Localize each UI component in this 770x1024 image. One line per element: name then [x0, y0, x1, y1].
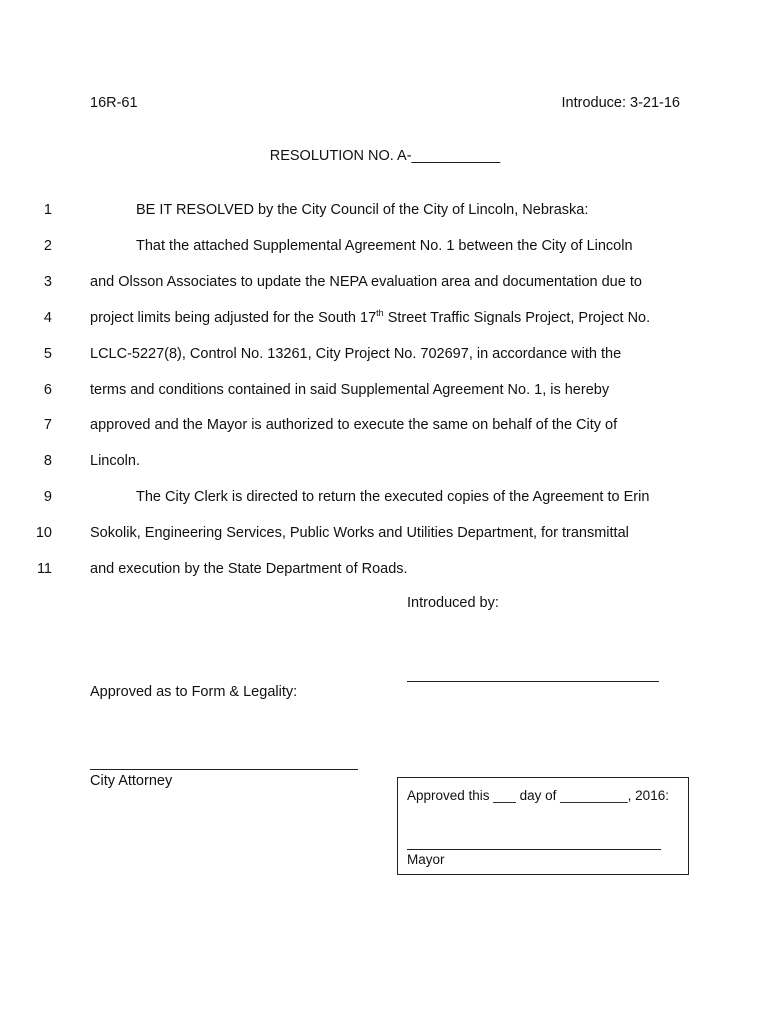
line-text-segment: project limits being adjusted for the South 17	[90, 310, 377, 326]
line-number: 6	[43, 382, 52, 398]
resolution-line-text	[136, 201, 588, 219]
line-text-segment: That the attached Supplemental Agreement No. 1 between the City of Lincoln	[136, 238, 633, 254]
resolution-line-text	[90, 452, 140, 470]
line-number: 3	[43, 274, 52, 290]
resolution-line-text	[90, 381, 609, 399]
line-number: 7	[43, 417, 52, 433]
line-number: 1	[43, 202, 52, 218]
line-text-segment: LCLC-5227(8), Control No. 13261, City Project No. 702697, in accordance with the	[90, 346, 622, 362]
line-text-segment: terms and conditions contained in said Supplemental Agreement No. 1, is hereby	[90, 382, 610, 398]
document-number: 16R-61	[90, 95, 138, 111]
city-attorney-label: City Attorney	[90, 773, 173, 789]
resolution-line-text	[90, 416, 617, 434]
line-text-segment: and Olsson Associates to update the NEPA evaluation area and documentation due to	[90, 274, 642, 290]
mayor-signature-line	[407, 849, 661, 850]
introducer-signature-line	[407, 681, 659, 682]
introduce-date: Introduce: 3-21-16	[561, 95, 680, 111]
line-number: 5	[43, 346, 52, 362]
line-number: 9	[43, 489, 52, 505]
line-number: 4	[43, 310, 52, 326]
resolution-line-text	[136, 488, 649, 506]
line-text-segment: Lincoln.	[90, 453, 140, 469]
approved-this-text: Approved this ___ day of _________, 2016:	[407, 788, 669, 803]
introduced-by-label: Introduced by:	[407, 595, 499, 611]
line-text-segment: The City Clerk is directed to return the executed copies of the Agreement to Erin	[136, 489, 650, 505]
line-text-segment: Sokolik, Engineering Services, Public Works and Utilities Department, for transmittal	[90, 525, 629, 541]
resolution-line-text	[90, 560, 408, 578]
line-number: 8	[43, 453, 52, 469]
line-text-segment: Street Traffic Signals Project, Project No.	[383, 310, 651, 326]
resolution-title: RESOLUTION NO. A-___________	[269, 148, 501, 164]
resolution-line-text	[136, 237, 633, 255]
approved-form-label: Approved as to Form & Legality:	[90, 684, 298, 700]
line-text-segment: BE IT RESOLVED by the City Council of the City of Lincoln, Nebraska:	[136, 202, 589, 218]
resolution-line-text	[90, 273, 642, 291]
attorney-signature-line	[90, 769, 358, 770]
line-number: 2	[43, 238, 52, 254]
line-number: 10	[35, 525, 52, 541]
line-text-segment: approved and the Mayor is authorized to execute the same on behalf of the City of	[90, 417, 618, 433]
resolution-line-text	[90, 309, 650, 327]
resolution-line-text	[90, 345, 621, 363]
resolution-line-text	[90, 524, 629, 542]
mayor-label: Mayor	[407, 852, 445, 867]
ordinal-superscript: th	[376, 308, 384, 319]
line-number: 11	[36, 561, 52, 577]
line-text-segment: and execution by the State Department of Roads.	[90, 561, 408, 577]
mayor-approval-box	[397, 777, 689, 875]
